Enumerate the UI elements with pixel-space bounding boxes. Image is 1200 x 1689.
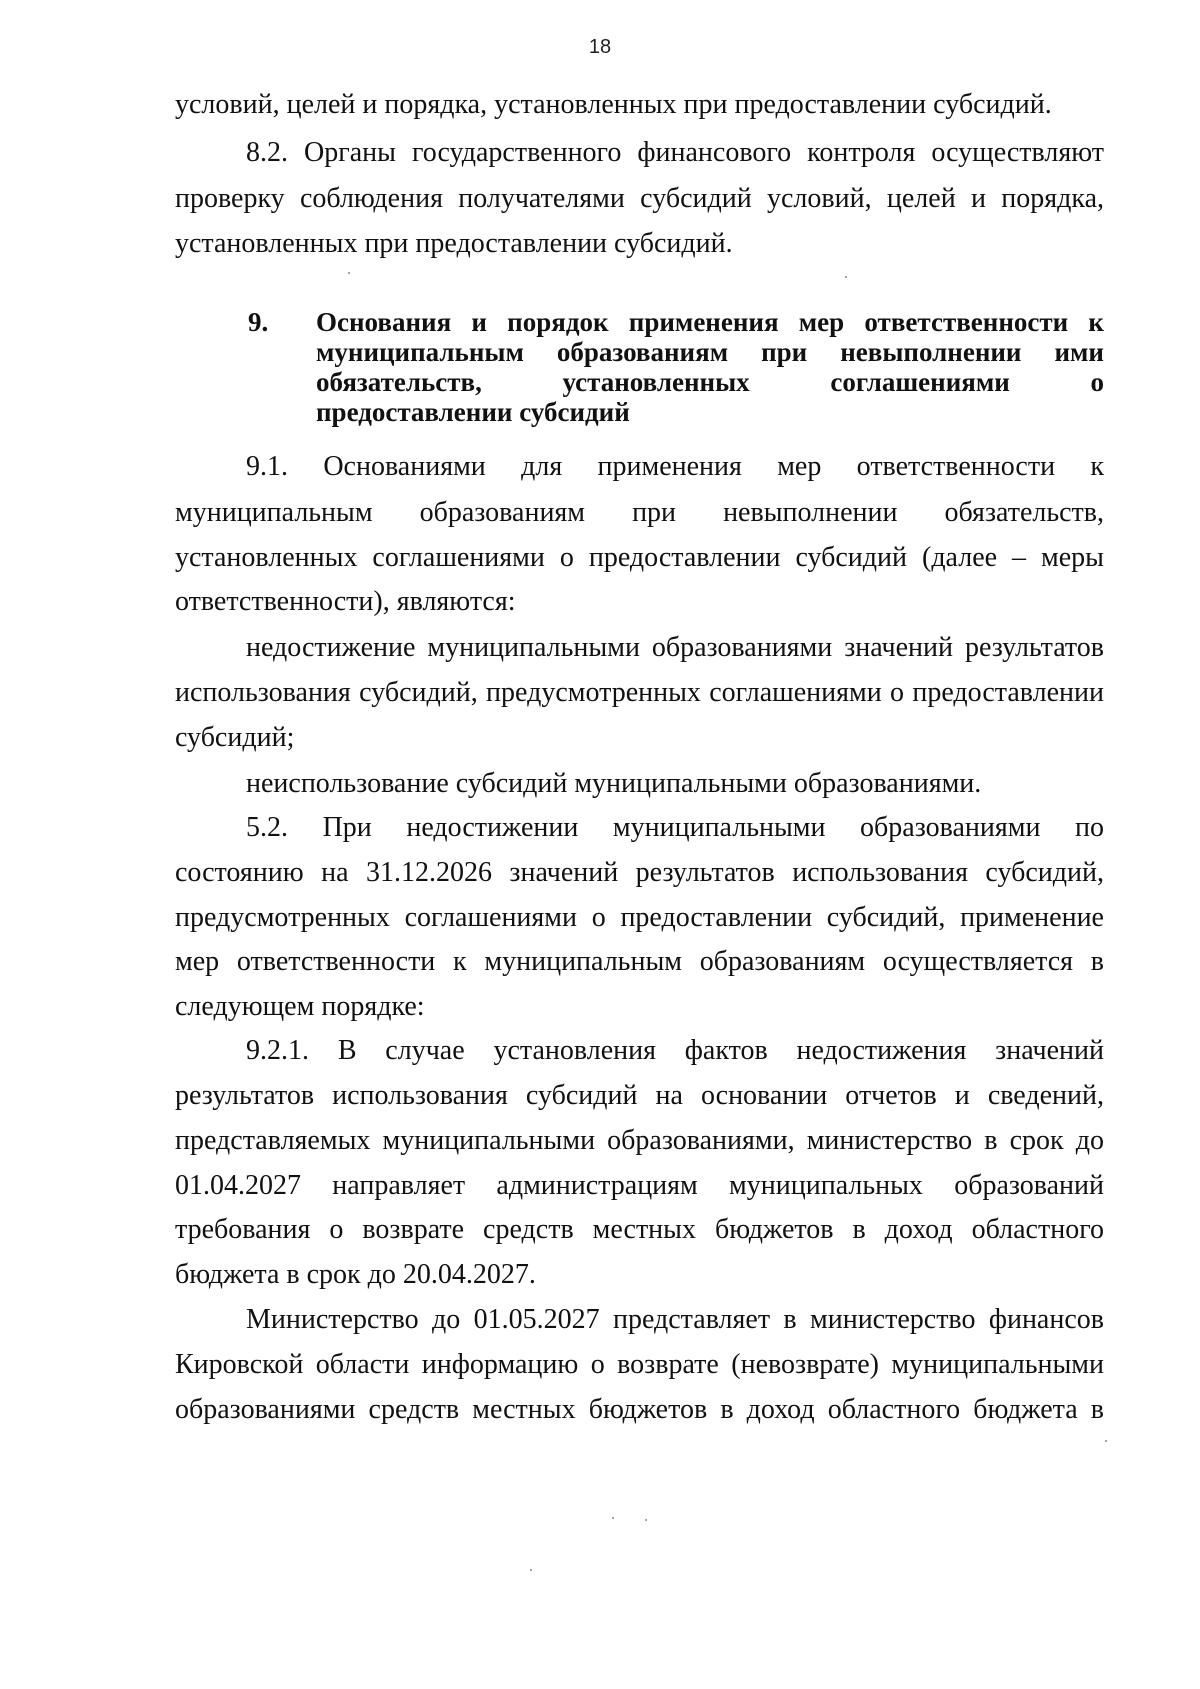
text-line: образованиями средств местных бюджетов в доход областного бюджета в — [175, 1394, 1104, 1425]
text-line: 01.04.2027 направляет администрациям муниципальных образований — [175, 1170, 1104, 1201]
text-line: результатов использования субсидий на основании отчетов и сведений, — [175, 1080, 1104, 1111]
text-line: состоянию на 31.12.2026 значений результатов использования субсидий, — [175, 857, 1104, 888]
text-line: мер ответственности к муниципальным образованиям осуществляется в — [175, 946, 1104, 977]
scan-speck — [1105, 1440, 1107, 1442]
scan-speck — [348, 272, 350, 274]
section-heading-number: 9. — [248, 307, 269, 337]
text-line: субсидий; — [175, 722, 295, 753]
text-line: недостижение муниципальными образованиями значений результатов — [246, 632, 1104, 663]
text-line: проверку соблюдения получателями субсидий условий, целей и порядка, — [175, 183, 1104, 214]
text-line: следующем порядке: — [175, 991, 425, 1022]
text-line: установленных соглашениями о предоставлении субсидий (далее – меры — [175, 542, 1104, 573]
text-line: 9.2.1. В случае установления фактов недостижения значений — [246, 1035, 1104, 1066]
scan-speck — [845, 276, 847, 278]
text-line: установленных при предоставлении субсидий. — [175, 228, 733, 259]
section-heading-line: обязательств, установленных соглашениями о — [316, 367, 1104, 397]
text-line: представляемых муниципальными образованиями, министерство в срок до — [175, 1125, 1104, 1156]
text-line: требования о возврате средств местных бюджетов в доход областного — [175, 1214, 1104, 1245]
scan-speck — [645, 1519, 647, 1521]
text-line: ответственности), являются: — [175, 586, 516, 617]
scan-speck — [612, 1517, 614, 1519]
scan-speck — [530, 1569, 532, 1571]
text-line: 9.1. Основаниями для применения мер ответственности к — [246, 451, 1104, 482]
text-line: неиспользование субсидий муниципальными образованиями. — [246, 768, 982, 799]
text-line: муниципальным образованиям при невыполнении обязательств, — [175, 497, 1104, 528]
section-heading-line: предоставлении субсидий — [316, 397, 630, 427]
text-line: Кировской области информацию о возврате (невозврате) муниципальными — [175, 1349, 1104, 1380]
text-line: условий, целей и порядка, установленных при предоставлении субсидий. — [175, 89, 1052, 120]
text-line: Министерство до 01.05.2027 представляет в министерство финансов — [246, 1304, 1104, 1335]
section-heading-line: Основания и порядок применения мер ответственности к — [316, 307, 1104, 337]
text-line: бюджета в срок до 20.04.2027. — [175, 1259, 536, 1290]
page-number: 18 — [588, 36, 612, 58]
text-line: 8.2. Органы государственного финансового контроля осуществляют — [246, 137, 1104, 168]
section-heading-line: муниципальным образованиям при невыполнении ими — [316, 337, 1104, 367]
text-line: использования субсидий, предусмотренных соглашениями о предоставлении — [175, 677, 1104, 708]
text-line: предусмотренных соглашениями о предоставлении субсидий, применение — [175, 902, 1104, 933]
text-line: 5.2. При недостижении муниципальными образованиями по — [246, 812, 1104, 843]
